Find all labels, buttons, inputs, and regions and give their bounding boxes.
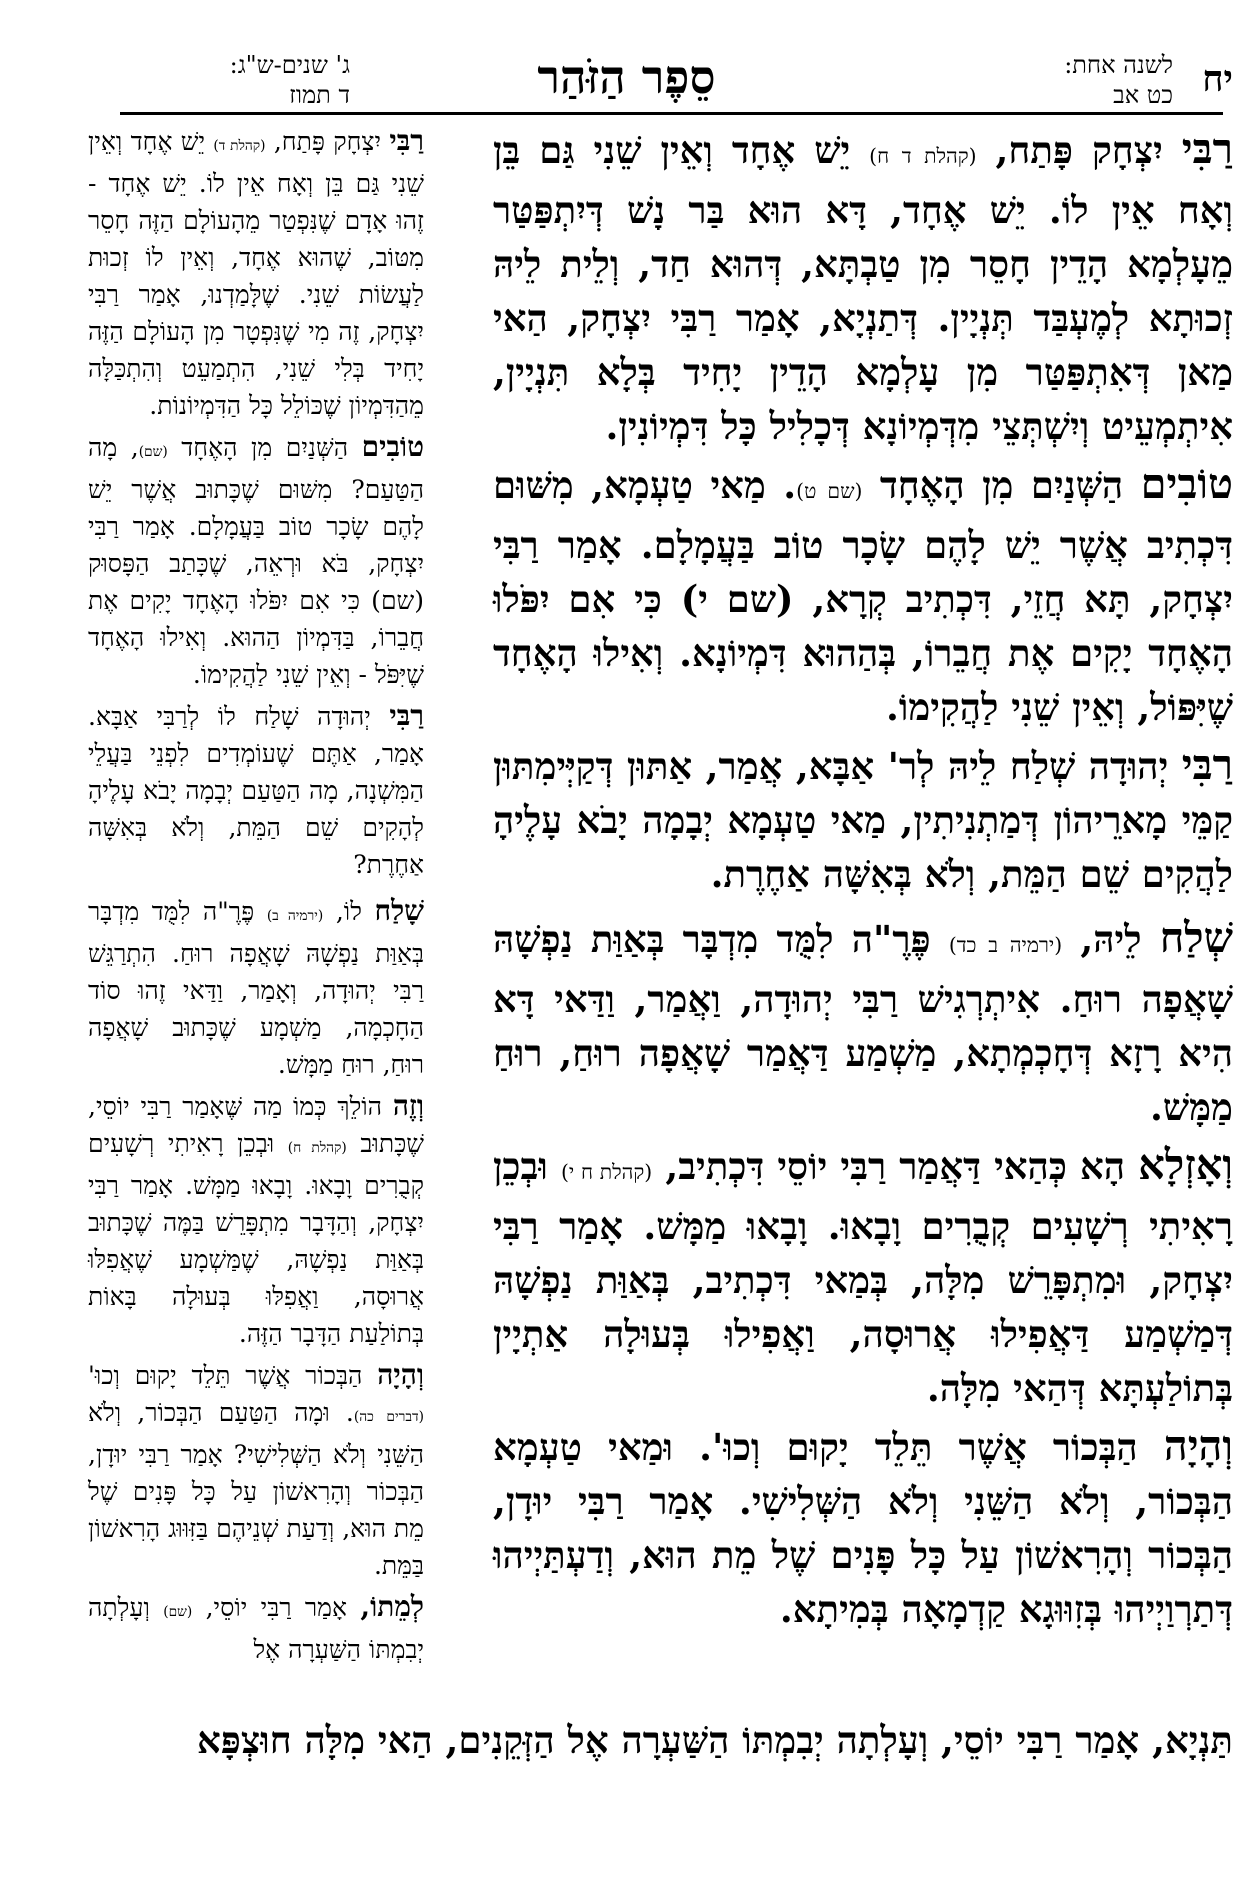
verse-ref: (דברים כה) (353, 1409, 424, 1425)
daily-schedule-three-years (130, 50, 350, 110)
verse-ref: (קהלת ח י) (560, 1160, 653, 1184)
schedule-label-three-years: ג' שנים-ש"ג: (229, 51, 350, 79)
main-paragraph: וְאָזְלָא הָא כְּהַאי דַּאֲמַר רַבִּי יוֹסֵי דִּכְתִיב, (קהלת ח י) וּבְכֵן רָאִיתִי רְשָׁעִים קְבֻרִים וָבָאוּ. וָבָאוּ מַמָּשׁ. אָמַר רַבִּי יִצְחָק, וּמִתְפָּרֵשׁ מִלָּה, בְּמַאי דִּכְתִיב, בְּאַוַּת נַפְשָׁהּ דְּמַשְׁמַע דַּאֲפִילוּ אֲרוּסָה, וַאֲפִילוּ בְּעוּלָה אַתְיָין בְּתוֹלַעְתָּא דְּהַאי מִלָּה. (493, 1140, 1233, 1410)
verse-ref: (שם) (138, 444, 168, 460)
main-paragraph: רַבִּי יִצְחָק פָּתַח, (קהלת ד ח) יֵשׁ אֶחָד וְאֵין שֵׁנִי גַּם בֵּן וְאָח אֵין לוֹ. יֵשׁ אֶחָד, דָּא הוּא בַּר נָשׁ דְּיִתְפַּטַּר מֵעָלְמָא הָדֵין חָסֵר מִן טַבְתָּא, דְּהוּא חַד, וְלֵית לֵיהּ זְכוּתָא לְמֶעְבַּד תְּנְיָין. דְּתַנְיָא, אָמַר רַבִּי יִצְחָק, הַאי מַאן דְּאִתְפַּטַּר מִן עָלְמָא הָדֵין יָחִיד בְּלָא תִּנְיָין, אִיתְמְעֵיט וְיִשְׁתְּצֵי מִדְּמְיוֹנָא דְּכָלִיל כָּל דִּמְיוֹנִין. (493, 124, 1233, 448)
side-paragraph: רַבִּי יְהוּדָה שָׁלַח לוֹ לְרַבִּי אַבָּא. אָמַר, אַתֶּם שֶׁעוֹמְדִים לִפְנֵי בַּעֲלֵי הַמִּשְׁנָה, מָה הַטַּעַם יְבָמָה יָבֹא עָלֶיהָ לְהָקִים שֵׁם הַמֵּת, וְלֹא בְּאִשָּׁה אַחֶרֶת? (88, 699, 424, 879)
book-title: סֵפֶר הַזֹּהַר (537, 50, 716, 104)
main-paragraph: שְׁלַח לֵיהּ, (ירמיה ב כד) פֶּרֶ"ה לִמֻּד מִדְבָּר בְּאַוַּת נַפְשָׁהּ שָׁאֲפָה רוּחַ. אִיתְרְגִישׁ רַבִּי יְהוּדָה, וַאֲמַר, וַדַּאי דָּא הִיא רָזָא דְּחָכְמְתָא, מַשְׁמַע דַּאֲמַר שָׁאֲפָה רוּחַ, רוּחַ מַמָּשׁ. (493, 913, 1233, 1129)
verse-ref: (קהלת ד ח) (869, 144, 977, 168)
verse-ref: (ירמיה ב כד) (948, 933, 1063, 957)
verse-ref: (קהלת ח) (287, 1140, 347, 1156)
hebrew-translation-column (88, 122, 424, 1672)
aramaic-column (493, 122, 1233, 1646)
side-paragraph: וְזֶה הוֹלֵךְ כְּמוֹ מַה שֶּׁאָמַר רַבִּי יוֹסֵי, שֶׁכָּתוּב (קהלת ח) וּבְכֵן רָאִיתִי רְשָׁעִים קְבֻרִים וָבָאוּ. וָבָאוּ מַמָּשׁ. אָמַר רַבִּי יִצְחָק, וְהַדָּבָר מִתְפָּרֵשׁ בַּמֶּה שֶׁכָּתוּב בְּאַוַּת נַפְשָׁהּ, שֶׁמַּשְׁמָע שֶׁאֲפִלּוּ אֲרוּסָה, וַאֲפִלּוּ בְּעוּלָה בָּאוֹת בְּתוֹלַעַת הַדָּבָר הַזֶּה. (88, 1089, 424, 1348)
page-header (20, 50, 1233, 120)
schedule-date-three-years: ד תמוז (289, 81, 350, 109)
main-paragraph: וְהָיָה הַבְּכוֹר אֲשֶׁר תֵּלֵד יָקוּם וְכוּ'. וּמַאי טַעְמָא הַבְּכוֹר, וְלֹא הַשֵּׁנִי וְלֹא הַשְּׁלִישִׁי. אָמַר רַבִּי יוּדָן, הַבְּכוֹר וְהָרִאשׁוֹן עַל כָּל פָּנִים שֶׁל מֵת הוּא, וְדַעְתַּיְיהוּ דְּתַרְוַיְיהוּ בְּזִוּוּגָא קַדְמָאָה בְּמִיתָא. (493, 1421, 1233, 1631)
verse-ref: (שם ט) (796, 479, 863, 503)
side-paragraph: שָׁלַח לוֹ, (ירמיה ב) פֶּרֶ"ה לִמֻּד מִדְבָּר בְּאַוַּת נַפְשָׁהּ שָׁאֲפָה רוּחַ. הִתְרַגֵּשׁ רַבִּי יְהוּדָה, וְאָמַר, וַדַּאי זֶהוּ סוֹד הַחָכְמָה, מַשְׁמָע שֶׁכָּתוּב שָׁאֲפָה רוּחַ, רוּחַ מַמָּשׁ. (88, 894, 424, 1079)
side-paragraph: וְהָיָה הַבְּכוֹר אֲשֶׁר תֵּלֵד יָקוּם וְכוּ' (דברים כה). וּמָה הַטַּעַם הַבְּכוֹר, וְלֹא הַשֵּׁנִי וְלֹא הַשְּׁלִישִׁי? אָמַר רַבִּי יוּדָן, הַבְּכוֹר וְהָרִאשׁוֹן עַל כָּל פָּנִים שֶׁל מֵת הוּא, וְדַעַת שְׁנֵיהֶם בַּזִּוּוּג הָרִאשׁוֹן בַּמֵּת. (88, 1358, 424, 1580)
schedule-date-one-year: כט אב (1113, 81, 1173, 109)
side-paragraph: רַבִּי יִצְחָק פָּתַח, (קהלת ד) יֵשׁ אֶחָד וְאֵין שֵׁנִי גַּם בֵּן וְאָח אֵין לוֹ. יֵשׁ אֶחָד - זֶהוּ אָדָם שֶׁנִּפְטַר מֵהָעוֹלָם הַזֶּה חָסֵר מִטּוֹב, שֶׁהוּא אֶחָד, וְאֵין לוֹ זְכוּת לַעֲשׂוֹת שֵׁנִי. שֶׁלָּמַדְנוּ, אָמַר רַבִּי יִצְחָק, זֶה מִי שֶׁנִּפְטָר מִן הָעוֹלָם הַזֶּה יָחִיד בְּלִי שֵׁנִי, הִתְמַעֵט וְהִתְכַּלָּה מֵהַדִּמְיוֹן שֶׁכּוֹלֵל כָּל הַדִּמְיוֹנוֹת. (88, 124, 424, 420)
page-number: יח (1202, 58, 1233, 100)
main-paragraph: רַבִּי יְהוּדָה שְׁלַח לֵיהּ לְר' אַבָּא, אֲמַר, אַתּוּן דְּקַיְּימִתּוּן קַמֵּי מָארֵיהוֹן דְּמַתְנִיתִין, מַאי טַעְמָא יְבָמָה יָבֹא עָלֶיהָ לַהֲקִים שֵׁם הַמֵּת, וְלֹא בְּאִשָּׁה אַחֶרֶת. (493, 740, 1233, 896)
schedule-label-one-year: לשנה אחת: (1064, 51, 1173, 79)
header-rule (120, 112, 1223, 115)
verse-ref: (שם) (163, 1604, 193, 1620)
main-paragraph: טוֹבִים הַשְּׁנַיִם מִן הָאֶחָד (שם ט). מַאי טַעְמָא, מִשּׁוּם דִּכְתִיב אֲשֶׁר יֵשׁ לָהֶם שָׂכָר טוֹב בַּעֲמָלָם. אָמַר רַבִּי יִצְחָק, תָּא חֲזֵי, דִּכְתִיב קְרָא, (שם י) כִּי אִם יִפֹּלוּ הָאֶחָד יָקִים אֶת חֲבֵרוֹ, בְּהַהוּא דִּמְיוֹנָא. וְאִילוּ הָאֶחָד שֶׁיִּפּוֹל, וְאֵין שֵׁנִי לַהֲקִימוֹ. (493, 459, 1233, 729)
side-paragraph: טוֹבִים הַשְּׁנַיִם מִן הָאֶחָד (שם), מָה הַטַּעַם? מִשּׁוּם שֶׁכָּתוּב אֲשֶׁר יֵשׁ לָהֶם שָׂכָר טוֹב בַּעֲמָלָם. אָמַר רַבִּי יִצְחָק, בֹּא וּרְאֵה, שֶׁכָּתַב הַפָּסוּק (שם) כִּי אִם יִפֹּלוּ הָאֶחָד יָקִים אֶת חֲבֵרוֹ, בַּדִּמְיוֹן הַהוּא. וְאִילוּ הָאֶחָד שֶׁיִּפֹּל - וְאֵין שֵׁנִי לַהֲקִימוֹ. (88, 430, 425, 689)
continuation-line: תַּנְיָא, אָמַר רַבִּי יוֹסֵי, וְעָלְתָה יְבִמְתּוֹ הַשַּׁעְרָה אֶל הַזְּקֵנִים, הַאי מִלָּה חוּצְפָּא (197, 1718, 1233, 1762)
verse-ref: (קהלת ד) (213, 138, 266, 154)
verse-ref: (ירמיה ב) (266, 908, 324, 924)
side-paragraph: לְמֵתוֹ, אָמַר רַבִּי יוֹסֵי, (שם) וְעָלְתָה יְבִמְתּוֹ הַשַּׁעְרָה אֶל (88, 1590, 425, 1664)
